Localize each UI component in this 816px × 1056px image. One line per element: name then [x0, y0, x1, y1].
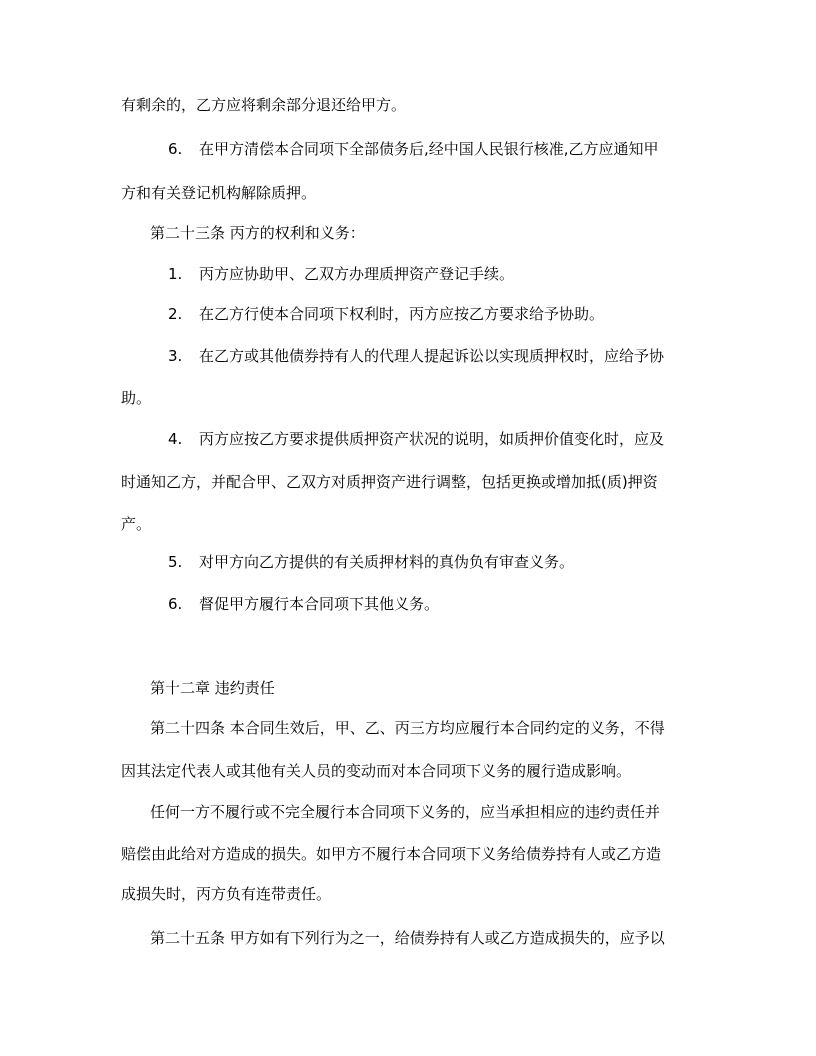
list-item [168, 594, 439, 614]
text-line: 时通知乙方，并配合甲、乙双方对质押资产进行调整，包括更换或增加抵(质)押资 [121, 473, 658, 491]
list-item [168, 304, 604, 324]
text-line: 有剩余的，乙方应将剩余部分退还给甲方。 [121, 96, 407, 114]
text-line: 方和有关登记机构解除质押。 [121, 184, 317, 202]
section-heading: 第二十三条 丙方的权利和义务： [150, 224, 365, 242]
text-line: 在甲方清偿本合同项下全部债务后,经中国人民银行核准,乙方应通知甲 [199, 140, 659, 158]
text-line: 丙方应协助甲、乙双方办理质押资产登记手续。 [199, 265, 515, 283]
list-number: 6. [168, 140, 183, 158]
list-number: 4. [168, 430, 183, 448]
list-item [168, 552, 574, 572]
list-number: 3. [168, 347, 183, 365]
text-line: 第二十五条 甲方如有下列行为之一，给债券持有人或乙方造成损失的，应予以 [150, 929, 665, 947]
text-line: 丙方应按乙方要求提供质押资产状况的说明，如质押价值变化时，应及 [199, 430, 665, 448]
text-line: 成损失时，丙方负有连带责任。 [121, 885, 332, 903]
text-line: 在乙方行使本合同项下权利时，丙方应按乙方要求给予协助。 [199, 305, 605, 323]
chapter-heading: 第十二章 违约责任 [150, 679, 275, 697]
text-line: 督促甲方履行本合同项下其他义务。 [199, 595, 440, 613]
text-line: 赔偿由此给对方造成的损失。如甲方不履行本合同项下义务给债券持有人或乙方造 [121, 845, 662, 863]
list-number: 2. [168, 305, 183, 323]
list-number: 5. [168, 553, 183, 571]
list-item [168, 429, 664, 449]
text-line: 助。 [121, 389, 152, 407]
text-line: 任何一方不履行或不完全履行本合同项下义务的，应当承担相应的违约责任并 [150, 803, 661, 821]
text-line: 产。 [121, 515, 152, 533]
text-line: 对甲方向乙方提供的有关质押材料的真伪负有审查义务。 [199, 553, 575, 571]
list-item [168, 346, 664, 366]
list-item [168, 139, 659, 159]
list-item [168, 264, 514, 284]
list-number: 1. [168, 265, 183, 283]
list-number: 6. [168, 595, 183, 613]
text-line: 在乙方或其他债券持有人的代理人提起诉讼以实现质押权时，应给予协 [199, 347, 665, 365]
text-line: 因其法定代表人或其他有关人员的变动而对本合同项下义务的履行造成影响。 [121, 762, 632, 780]
text-line: 第二十四条 本合同生效后，甲、乙、丙三方均应履行本合同约定的义务，不得 [150, 719, 665, 737]
